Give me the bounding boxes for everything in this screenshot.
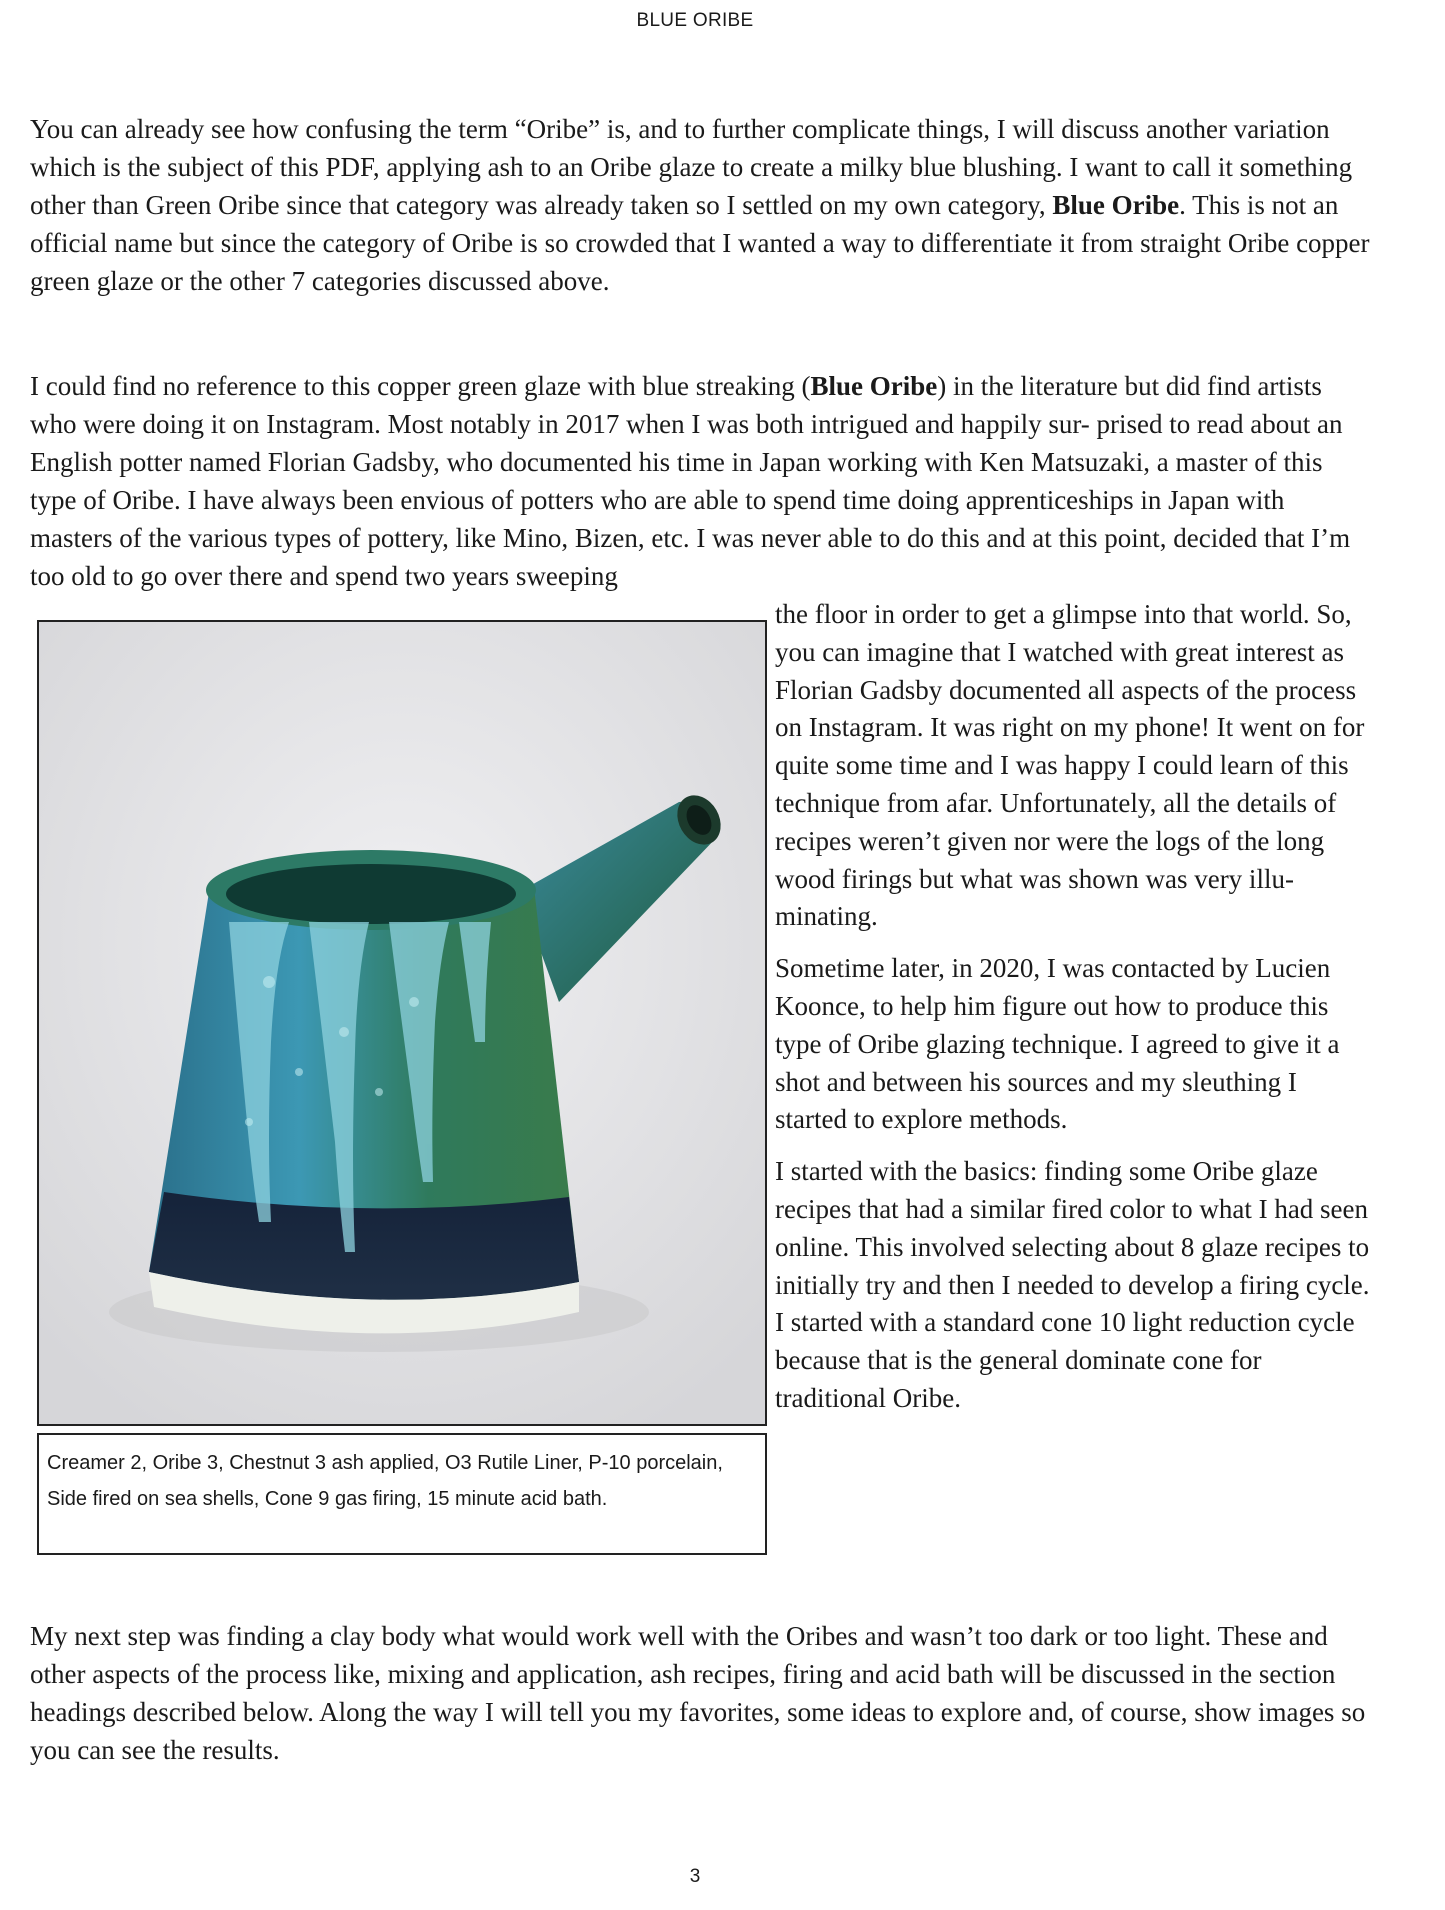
reference-text-b: ) in the literature but did find artists who were doing it on Instagram. Most notably in 2017 when I was both intrigued and happily sur- prised to read about an English potter named Florian Gadsby, who documented his time in Japan working with Ken Matsuzaki, a master of this type of Oribe. I have always been envious of potters who are able to spend time doing apprenticeships in Japan with masters of the various types of pottery, like Mino, Bizen, etc. I was never able to do this and at this point, decided that I’m too old to go over there and spend two years sweeping bbox=[30, 371, 1351, 591]
basics-paragraph: I started with the basics: finding some Oribe glaze recipes that had a similar fired color to what I had seen online. This involved selecting about 8 glaze recipes to initially try and then I needed to develop a firing cycle. I started with a standard cone 10 light reduction cycle because that is the general dominate cone for traditional Oribe. bbox=[775, 1156, 1370, 1413]
page-number: 3 bbox=[689, 1866, 701, 1887]
right-column bbox=[775, 596, 1375, 1418]
photo-figure bbox=[37, 620, 767, 1420]
intro-text-b: . This is not an official name but since the category of Oribe is so crowded that I wanted a way to differentiate it from straight Oribe copper green glaze or the other 7 categories discussed above. bbox=[30, 190, 1370, 296]
koonce-paragraph: Sometime later, in 2020, I was contacted by Lucien Koonce, to help him figure out how to produce this type of Oribe glazing technique. I agreed to give it a shot and between his sources and my sleuthing I started to explore methods. bbox=[775, 953, 1340, 1135]
photo-caption: Creamer 2, Oribe 3, Chestnut 3 ash applied, O3 Rutile Liner, P-10 porcelain, Side fired on sea shells, Cone 9 gas firing, 15 minute acid bath. bbox=[37, 1433, 767, 1555]
continuation-paragraph: the floor in order to get a glimpse into that world. So, you can imagine that I watched with great interest as Florian Gadsby documented all aspects of the process on Instagram. It was right on my phone! It went on for quite some time and I was happy I could learn of this technique from afar. Unfortunately, all the details of recipes weren’t given nor were the logs of the long wood firings but what was shown was very illu- minating. bbox=[775, 599, 1365, 932]
intro-paragraph bbox=[30, 110, 1370, 300]
reference-bold-term: Blue Oribe bbox=[810, 371, 938, 401]
page-header: BLUE ORIBE bbox=[636, 10, 754, 31]
reference-paragraph bbox=[30, 367, 1370, 595]
next-step-paragraph: My next step was finding a clay body what would work well with the Oribes and wasn’t too dark or too light. These and other aspects of the process like, mixing and application, ash recipes, firing and acid bath will be discussed in the section headings described below. Along the way I will tell you my favorites, some ideas to explore and, of course, show images so you can see the results. bbox=[30, 1621, 1366, 1765]
intro-text-a: You can already see how confusing the term “Oribe” is, and to further complicate things, I will discuss another variation which is the subject of this PDF, applying ash to an Oribe glaze to create a milky blue blushing. I want to call it something other than Green Oribe since that category was already taken so I settled on my own category, bbox=[30, 114, 1353, 220]
creamer-illustration bbox=[39, 622, 765, 1424]
reference-text-a: I could find no reference to this copper green glaze with blue streaking ( bbox=[30, 371, 811, 401]
intro-bold-term: Blue Oribe bbox=[1052, 190, 1180, 220]
creamer-photo bbox=[37, 620, 767, 1426]
